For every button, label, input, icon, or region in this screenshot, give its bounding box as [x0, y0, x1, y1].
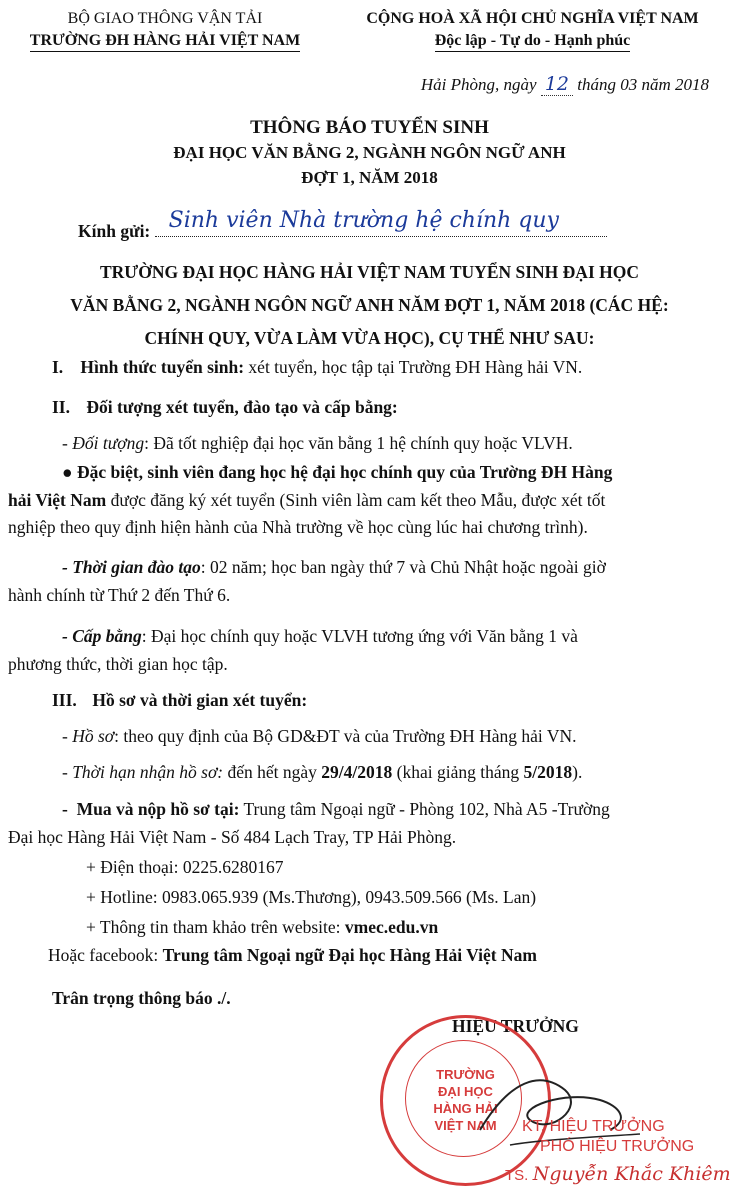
section-1-heading: Hình thức tuyển sinh:	[80, 357, 245, 377]
dac-biet-line-1: ● Đặc biệt, sinh viên đang học hệ đại học chính quy của Trường ĐH Hàng	[62, 462, 613, 482]
intro-line-3: CHÍNH QUY, VỪA LÀM VỪA HỌC), CỤ THỂ NHƯ SAU:	[144, 328, 595, 348]
mua-ho-so-label: Mua và nộp hồ sơ tại:	[76, 799, 240, 819]
university-name: TRƯỜNG ĐH HÀNG HẢI VIỆT NAM	[30, 31, 300, 52]
signature-name-line	[505, 1163, 731, 1185]
stamp-line-1: TRƯỜNG	[436, 1067, 495, 1082]
ho-so-item: - Hồ sơ: theo quy định của Bộ GD&ĐT và của Trường ĐH Hàng hải VN.	[62, 726, 577, 746]
thoi-han-label: Thời hạn nhận hồ sơ:	[72, 762, 224, 782]
mua-ho-so-line-1: - Mua và nộp hồ sơ tại: Trung tâm Ngoại ngữ - Phòng 102, Nhà A5 -Trường	[62, 799, 610, 819]
dac-biet-line-3: nghiệp theo quy định hiện hành của Nhà trường về học cùng lúc hai chương trình).	[8, 517, 588, 537]
mua-ho-so-line-2: Đại học Hàng Hải Việt Nam - Số 484 Lạch Tray, TP Hải Phòng.	[8, 827, 457, 847]
thoi-gian-line-2: hành chính từ Thứ 2 đến Thứ 6.	[8, 585, 231, 605]
cap-bang-text: : Đại học chính quy hoặc VLVH tương ứng với Văn bằng 1 và	[141, 626, 578, 646]
stamp-line-4: VIỆT NAM	[434, 1118, 497, 1133]
intro-line-2: VĂN BẰNG 2, NGÀNH NGÔN NGỮ ANH NĂM ĐỢT 1, NĂM 2018 (CÁC HỆ:	[70, 295, 669, 315]
facebook-line	[48, 945, 537, 966]
recipient-line	[155, 208, 607, 237]
section-3-number: III.	[52, 690, 77, 710]
date-rest: tháng 03 năm 2018	[577, 75, 709, 94]
thoi-gian-line-1: - Thời gian đào tạo: 02 năm; học ban ngày thứ 7 và Chủ Nhật hoặc ngoài giờ	[62, 557, 606, 577]
title-line-2: ĐẠI HỌC VĂN BẰNG 2, NGÀNH NGÔN NGỮ ANH	[173, 143, 566, 162]
section-3-heading	[52, 690, 307, 711]
place-date	[421, 73, 709, 95]
cap-bang-label: Cấp bằng	[72, 626, 142, 646]
section-2-number: II.	[52, 397, 70, 417]
thoi-han-date: 29/4/2018	[321, 762, 393, 782]
intro-line-1: TRƯỜNG ĐẠI HỌC HÀNG HẢI VIỆT NAM TUYỂN SINH ĐẠI HỌC	[100, 262, 639, 282]
thoi-gian-label: Thời gian đào tạo	[72, 557, 201, 577]
signature-prefix: TS.	[505, 1167, 529, 1184]
date-prefix: Hải Phòng, ngày	[420, 75, 537, 94]
ministry-name: BỘ GIAO THÔNG VẬN TẢI	[67, 10, 263, 27]
signature-title: HIỆU TRƯỞNG	[452, 1016, 579, 1036]
closing: Trân trọng thông báo ./.	[52, 988, 231, 1008]
signature-kt: KT. HIỆU TRƯỞNG	[522, 1118, 665, 1135]
cap-bang-line-2: phương thức, thời gian học tập.	[8, 654, 228, 674]
recipient	[78, 208, 607, 242]
thoi-han-text-2: (khai giảng tháng	[392, 762, 524, 782]
national-heading	[330, 8, 735, 52]
doi-tuong-item: - Đối tượng: Đã tốt nghiệp đại học văn bằng 1 hệ chính quy hoặc VLVH.	[62, 433, 573, 453]
stamp-line-3: HÀNG HẢI	[433, 1101, 498, 1116]
doi-tuong-label: Đối tượng	[72, 433, 145, 453]
dac-biet-text: được đăng ký xét tuyển (Sinh viên làm cam kết theo Mẫu, được xét tốt	[106, 490, 606, 510]
thoi-han-item: - Thời hạn nhận hồ sơ: đến hết ngày 29/4/2018 (khai giảng tháng 5/2018).	[62, 762, 583, 782]
doi-tuong-text: : Đã tốt nghiệp đại học văn bằng 1 hệ chính quy hoặc VLVH.	[144, 433, 573, 453]
motto: Độc lập - Tự do - Hạnh phúc	[435, 31, 631, 52]
dac-biet-bold-2: hải Việt Nam	[8, 490, 107, 510]
thoi-han-text: đến hết ngày	[223, 762, 322, 782]
issuer-block	[0, 8, 330, 52]
title-line-1: THÔNG BÁO TUYỂN SINH	[250, 117, 489, 138]
section-1	[52, 357, 582, 378]
intro-paragraph	[0, 256, 739, 355]
document-title	[0, 115, 739, 190]
facebook-label: Hoặc facebook:	[48, 945, 163, 965]
facebook-name: Trung tâm Ngoại ngữ Đại học Hàng Hải Việt Nam	[162, 945, 537, 965]
hotline: + Hotline: 0983.065.939 (Ms.Thương), 0943.509.566 (Ms. Lan)	[86, 887, 537, 907]
ho-so-text: : theo quy định của Bộ GD&ĐT và của Trường ĐH Hàng hải VN.	[114, 726, 577, 746]
section-1-text: xét tuyển, học tập tại Trường ĐH Hàng hải VN.	[244, 357, 583, 377]
website-line	[86, 917, 438, 938]
recipient-handwritten: Sinh viên Nhà trường hệ chính quy	[168, 208, 559, 233]
dac-biet-bold: Đặc biệt, sinh viên đang học hệ đại học chính quy của Trường ĐH Hàng	[76, 462, 613, 482]
website-url: vmec.edu.vn	[344, 917, 439, 937]
signature-deputy: PHÓ HIỆU TRƯỞNG	[540, 1138, 695, 1155]
phone: + Điện thoại: 0225.6280167	[86, 857, 284, 877]
section-2-heading	[52, 397, 398, 418]
section-3-title: Hồ sơ và thời gian xét tuyển:	[92, 690, 308, 710]
date-day: 12	[541, 73, 573, 96]
section-2-title: Đối tượng xét tuyển, đào tạo và cấp bằng:	[86, 397, 398, 417]
thoi-han-end: ).	[572, 762, 583, 782]
website-label: + Thông tin tham khảo trên website:	[86, 917, 345, 937]
thoi-gian-text: : 02 năm; học ban ngày thứ 7 và Chủ Nhật hoặc ngoài giờ	[200, 557, 606, 577]
recipient-label: Kính gửi:	[78, 221, 151, 241]
cap-bang-line-1: - Cấp bằng: Đại học chính quy hoặc VLVH tương ứng với Văn bằng 1 và	[62, 626, 578, 646]
section-1-number: I.	[52, 357, 64, 377]
title-line-3: ĐỢT 1, NĂM 2018	[301, 168, 438, 187]
ho-so-label: Hồ sơ	[72, 726, 115, 746]
mua-ho-so-text: Trung tâm Ngoại ngữ - Phòng 102, Nhà A5 -Trường	[239, 799, 610, 819]
dac-biet-line-2	[8, 490, 605, 511]
thoi-han-month: 5/2018	[523, 762, 573, 782]
country-name: CỘNG HOÀ XÃ HỘI CHỦ NGHĨA VIỆT NAM	[366, 10, 699, 27]
stamp-line-2: ĐẠI HỌC	[438, 1084, 493, 1099]
signature-name: Nguyễn Khắc Khiêm	[532, 1163, 731, 1185]
